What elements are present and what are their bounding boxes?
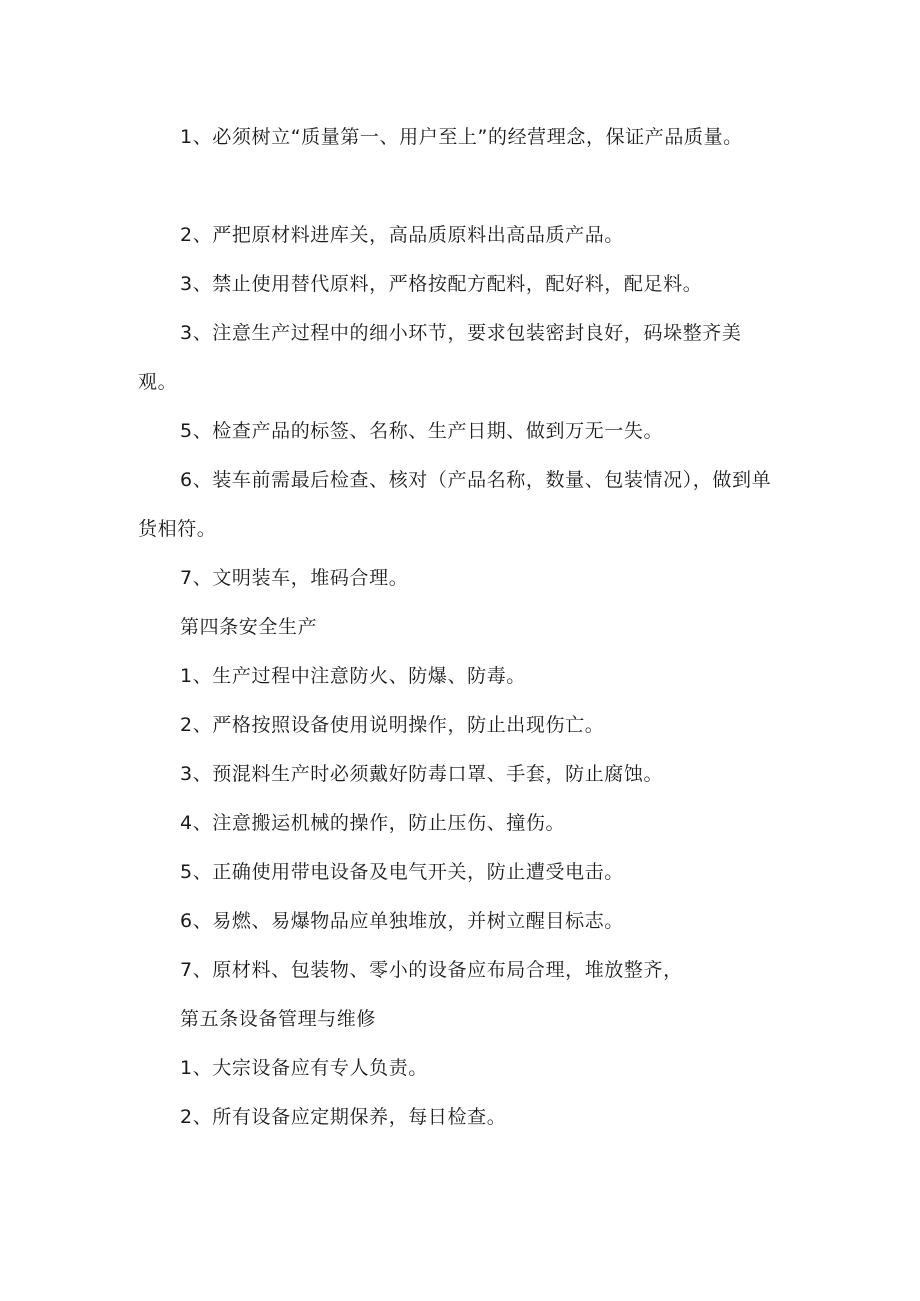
paragraph-quality-4: 3、注意生产过程中的细小环节，要求包装密封良好，码垛整齐美观。 <box>138 322 742 393</box>
paragraph-safety-6: 6、易燃、易爆物品应单独堆放，并树立醒目标志。 <box>180 910 624 932</box>
paragraph-quality-6: 6、装车前需最后检查、核对（产品名称，数量、包装情况），做到单货相符。 <box>138 469 772 540</box>
paragraph-safety-2: 2、严格按照设备使用说明操作，防止出现伤亡。 <box>180 714 605 736</box>
section-heading-equipment: 第五条设备管理与维修 <box>180 1008 377 1030</box>
paragraph-quality-1: 1、必须树立“质量第一、用户至上”的经营理念，保证产品质量。 <box>180 126 743 148</box>
paragraph-safety-4: 4、注意搬运机械的操作，防止压伤、撞伤。 <box>180 812 566 834</box>
paragraph-safety-1: 1、生产过程中注意防火、防爆、防毒。 <box>180 665 526 687</box>
paragraph-quality-2: 2、严把原材料进库关，高品质原料出高品质产品。 <box>180 224 624 246</box>
paragraph-safety-7: 7、原材料、包装物、零小的设备应布局合理，堆放整齐， <box>180 959 683 981</box>
paragraph-quality-5: 5、检查产品的标签、名称、生产日期、做到万无一失。 <box>180 420 664 442</box>
paragraph-safety-3: 3、预混料生产时必须戴好防毒口罩、手套，防止腐蚀。 <box>180 763 664 785</box>
section-heading-safety: 第四条安全生产 <box>180 616 318 638</box>
paragraph-equipment-2: 2、所有设备应定期保养，每日检查。 <box>180 1106 507 1128</box>
paragraph-quality-3: 3、禁止使用替代原料，严格按配方配料，配好料，配足料。 <box>180 273 703 295</box>
paragraph-equipment-1: 1、大宗设备应有专人负责。 <box>180 1057 428 1079</box>
paragraph-safety-5: 5、正确使用带电设备及电气开关，防止遭受电击。 <box>180 861 624 883</box>
paragraph-quality-7: 7、文明装车，堆码合理。 <box>180 567 409 589</box>
